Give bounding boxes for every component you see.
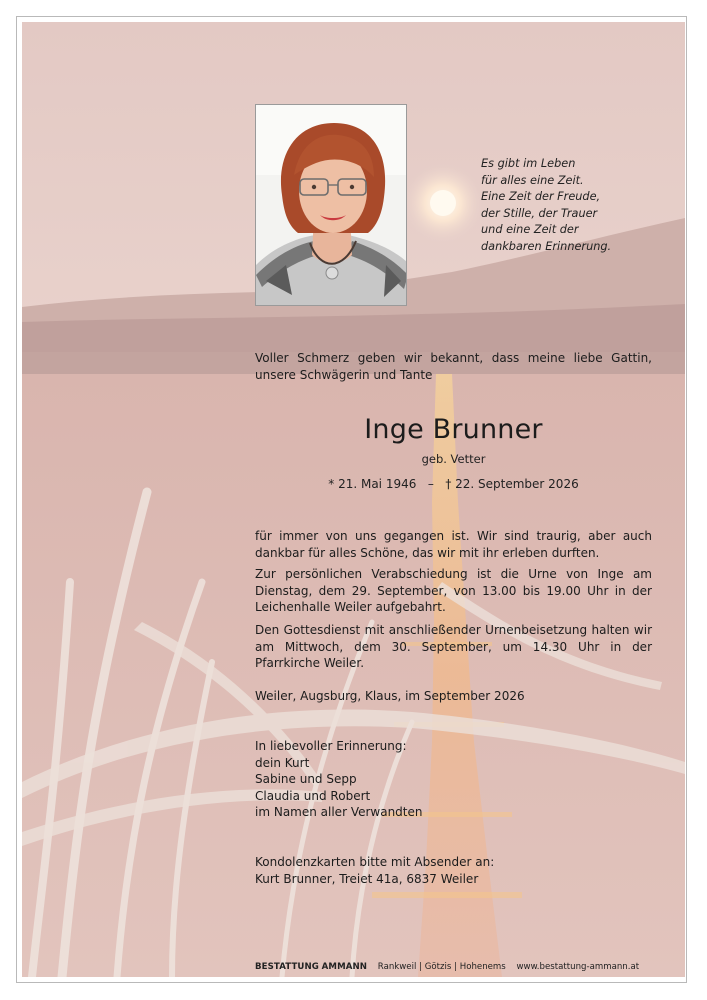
place-date: Weiler, Augsburg, Klaus, im September 2026 <box>255 689 525 703</box>
paragraph-passing: für immer von uns gegangen ist. Wir sind traurig, aber auch dankbar für alles Schöne, das wir mit ihr erleben durften. <box>255 529 652 560</box>
mourners-line: Claudia und Robert <box>255 788 371 803</box>
poem-line: Eine Zeit der Freude, <box>481 190 601 204</box>
paragraph-farewell: Zur persönlichen Verabschiedung ist die Urne von Inge am Dienstag, dem 29. September, von 13.00 bis 19.00 Uhr in der Leichenhalle Weiler aufgebahrt. <box>255 567 652 614</box>
poem-line: der Stille, der Trauer <box>481 206 598 220</box>
poem-line: dankbaren Erinnerung. <box>481 239 612 253</box>
deceased-name: Inge Brunner <box>364 414 543 445</box>
footer-brand-b: AMMANN <box>321 962 368 972</box>
life-dates <box>255 477 652 491</box>
mourners-list <box>255 738 652 821</box>
condolence-line: Kondolenzkarten bitte mit Absender an: <box>255 855 495 869</box>
birth-date: * 21. Mai 1946 <box>328 477 417 491</box>
paragraph-service: Den Gottesdienst mit anschließender Urnenbeisetzung halten wir am Mittwoch, dem 30. September, um 14.30 Uhr in der Pfarrkirche Weiler. <box>255 623 652 670</box>
footer-brand-a: BESTATTUNG <box>255 962 319 972</box>
poem-line: und eine Zeit der <box>481 223 579 237</box>
mourners-line: im Namen aller Verwandten <box>255 805 423 819</box>
poem-line: Es gibt im Leben <box>481 157 576 170</box>
poem-line: für alles eine Zeit. <box>481 173 584 187</box>
condolence-line: Kurt Brunner, Treiet 41a, 6837 Weiler <box>255 871 479 886</box>
footer <box>255 962 655 972</box>
condolence-address <box>255 854 652 887</box>
mourners-line: Sabine und Sepp <box>255 772 357 786</box>
footer-locations: Rankweil | Götzis | Hohenems <box>377 962 506 972</box>
maiden-name: geb. Vetter <box>421 452 486 466</box>
intro-text: Voller Schmerz geben wir bekannt, dass meine liebe Gattin, unsere Schwägerin und Tante <box>255 351 652 382</box>
date-dash: – <box>427 477 434 491</box>
poem <box>481 156 681 256</box>
portrait-photo <box>255 104 407 306</box>
mourners-line: In liebevoller Erinnerung: <box>255 739 407 753</box>
mourners-line: dein Kurt <box>255 755 310 770</box>
footer-website[interactable]: www.bestattung-ammann.at <box>516 962 640 972</box>
death-date: † 22. September 2026 <box>445 477 579 491</box>
